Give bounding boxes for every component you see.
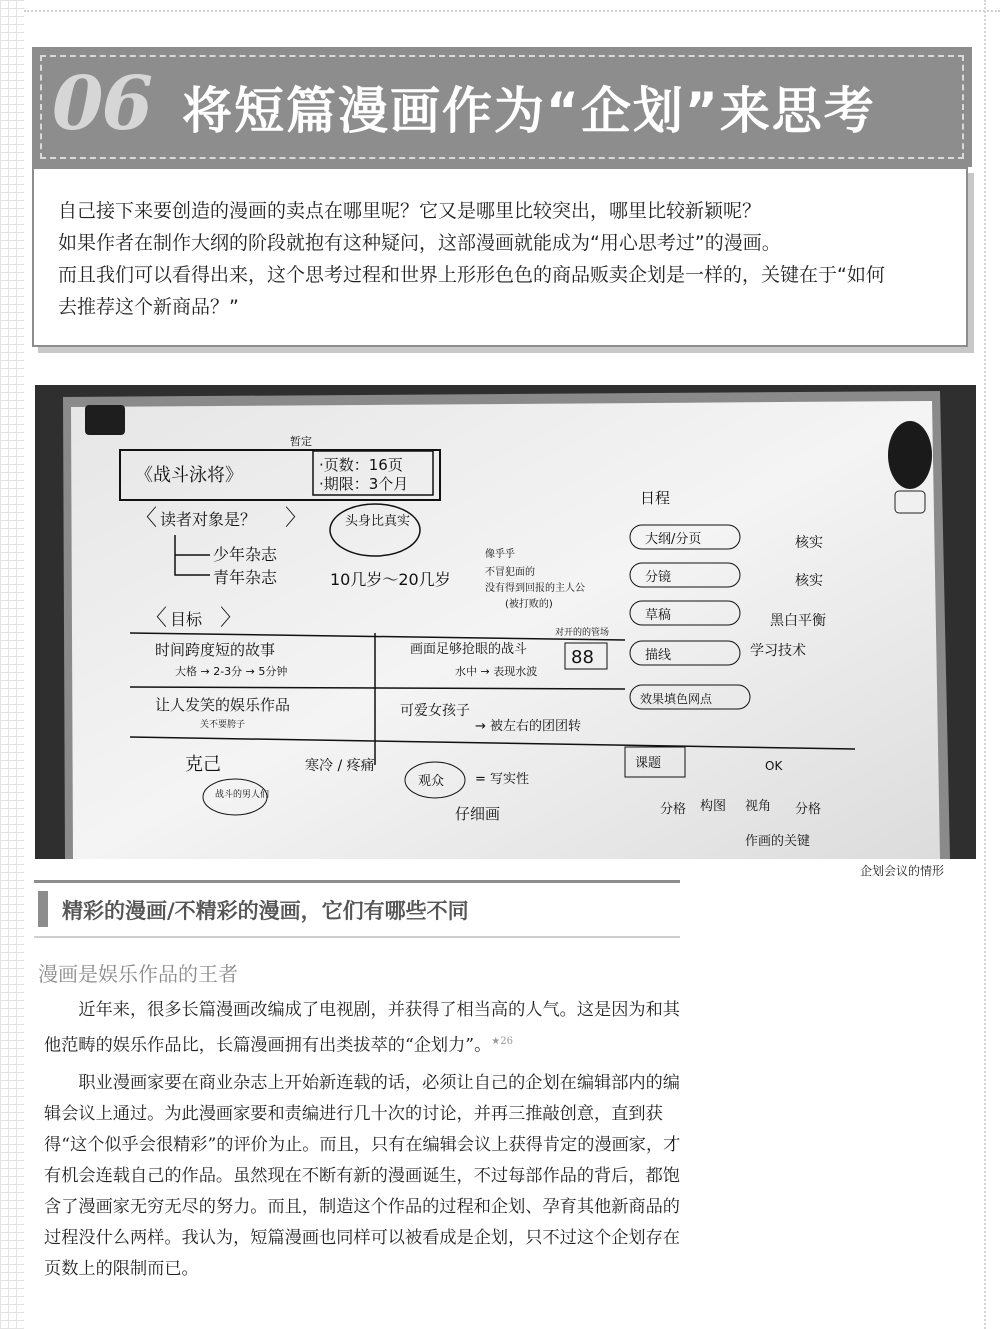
body-paragraph-2: 职业漫画家要在商业杂志上开始新连载的话，必须让自己的企划在编辑部内的编辑会议上通过。为此漫画家要和责编进行几十次的讨论，并再三推敲创意，直到获得“这个似乎会很精彩”的评价为止。而且，只有在编辑会议上获得肯定的漫画家，才有机会连载自己的作品。虽然现在不断有新的漫画诞生，不过每部作品的背后，都饱含了漫画家无穷无尽的努力。而且，制造这个作品的过程和企划、孕育其他新商品的过程没什么两样。我认为，短篇漫画也同样可以被看成是企划，只不过这个企划存在页数上的限制而已。	[44, 1072, 681, 1279]
body-text	[44, 995, 690, 1291]
check-2: 核实	[795, 573, 823, 589]
issue-2: 构图	[700, 799, 727, 814]
target-note-1: 像乎乎	[485, 549, 515, 560]
goal-4: 可爱女孩子	[400, 703, 470, 719]
issue-3: 视角	[745, 799, 772, 814]
goal-2: 画面足够抢眼的战斗	[410, 642, 528, 657]
intro-line-1: 自己接下来要创造的漫画的卖点在哪里呢？它又是哪里比较突出，哪里比较新颖呢？	[58, 200, 762, 222]
sub-heading: 漫画是娱乐作品的王者	[38, 962, 238, 986]
goal-6: 观众	[418, 774, 445, 789]
target-bracket-left: 〈	[135, 506, 158, 531]
goal-5-sub: 寒冷 / 疼痛	[305, 758, 375, 774]
whiteboard-photo	[35, 385, 976, 859]
goal-4-sub: → 被左右的团团转	[475, 719, 582, 734]
intro-line-2: 如果作者在制作大纲的阶段就抱有这种疑问，这部漫画就能成为“用心思考过”的漫画。	[58, 232, 781, 254]
goal-6-sub2: 仔细画	[455, 805, 501, 823]
age-range: 10几岁～20几岁	[330, 570, 451, 589]
issue-1: 分格	[660, 802, 687, 817]
goal-3-sub: 关不要胯子	[200, 720, 246, 730]
counter-label: 对开的的管场	[555, 628, 610, 638]
goal-6-sub: = 写实性	[475, 772, 530, 787]
sketch-title: 《战斗泳将》	[135, 465, 243, 486]
goal-bracket-left: 〈	[145, 606, 168, 631]
goal-heading: 目标	[170, 610, 203, 629]
schedule-step-5-text: 效果填色网点	[640, 692, 713, 706]
youth-magazine: 青年杂志	[213, 568, 278, 587]
check-1: 核实	[795, 535, 823, 551]
target-heading: 读者对象是？	[160, 510, 257, 529]
chapter-number: 06	[52, 61, 151, 147]
right-dotted-rule	[984, 0, 986, 1329]
goal-1: 时间跨度短的故事	[155, 641, 276, 659]
ok-mark: OK	[765, 759, 783, 773]
boys-magazine: 少年杂志	[213, 545, 278, 564]
goal-2-sub: 水中 → 表现水波	[455, 665, 538, 678]
footnote-marker: ★26	[491, 1036, 513, 1047]
chapter-title: 将短篇漫画作为“企划”来思考	[182, 82, 876, 140]
real-bubble-text: 头身比真实	[345, 514, 411, 529]
issues-heading: 课题	[635, 756, 662, 771]
learn-tech: 学习技术	[750, 643, 806, 659]
intro-line-4: 去推荐这个新商品？”	[58, 296, 239, 318]
photo-caption: 企划会议的情形	[860, 864, 945, 878]
counter-value: 88	[571, 647, 594, 668]
goal-5: 克己	[185, 754, 221, 775]
target-note-4: (被打败的)	[505, 599, 553, 610]
body-paragraph-1-text: 近年来，很多长篇漫画改编成了电视剧，并获得了相当高的人气。这是因为和其他范畴的娱乐作品比，长篇漫画拥有出类拔萃的“企划力”。	[44, 1000, 680, 1056]
target-note-2: 不冒犯面的	[485, 567, 535, 578]
target-note-3: 没有得到回报的主人公	[485, 583, 585, 594]
page-grid-margin	[0, 0, 24, 1329]
schedule-step-2-text: 分镜	[645, 570, 672, 585]
board-clip-left	[85, 405, 125, 435]
intro-box	[32, 167, 968, 347]
issue-4: 分格	[795, 802, 822, 817]
goal-5-bubble-text: 战斗的男人们	[215, 790, 270, 800]
chapter-banner	[32, 47, 972, 167]
timer-icon	[895, 491, 925, 513]
goal-bracket-right: 〉	[220, 606, 243, 631]
bw-balance: 黑白平衡	[770, 613, 826, 629]
pages-line: ·页数：16页	[319, 456, 403, 474]
schedule-step-1-text: 大纲/分页	[645, 532, 702, 547]
magnet-icon	[888, 421, 932, 489]
whiteboard-drawing	[35, 385, 976, 859]
body-paragraph-1	[44, 995, 690, 1062]
schedule-step-3-text: 草稿	[645, 608, 672, 623]
deadline-line: ·期限：3个月	[319, 475, 409, 493]
section-accent	[38, 891, 48, 927]
section-heading-bar	[34, 880, 680, 938]
section-title: 精彩的漫画/不精彩的漫画，它们有哪些不同	[62, 899, 469, 923]
top-dotted-rule	[24, 10, 1000, 12]
issues-key: 作画的关键	[745, 834, 811, 849]
sketch-note: 暂定	[290, 435, 312, 448]
goal-1-sub: 大格 → 2-3分 → 5分钟	[175, 665, 288, 678]
intro-line-3: 而且我们可以看得出来，这个思考过程和世界上形形色色的商品贩卖企划是一样的，关键在于“如何	[58, 264, 885, 286]
schedule-heading: 日程	[640, 489, 671, 507]
target-bracket-right: 〉	[285, 506, 308, 531]
goal-3: 让人发笑的娱乐作品	[155, 696, 291, 714]
schedule-step-4-text: 描线	[645, 648, 672, 663]
